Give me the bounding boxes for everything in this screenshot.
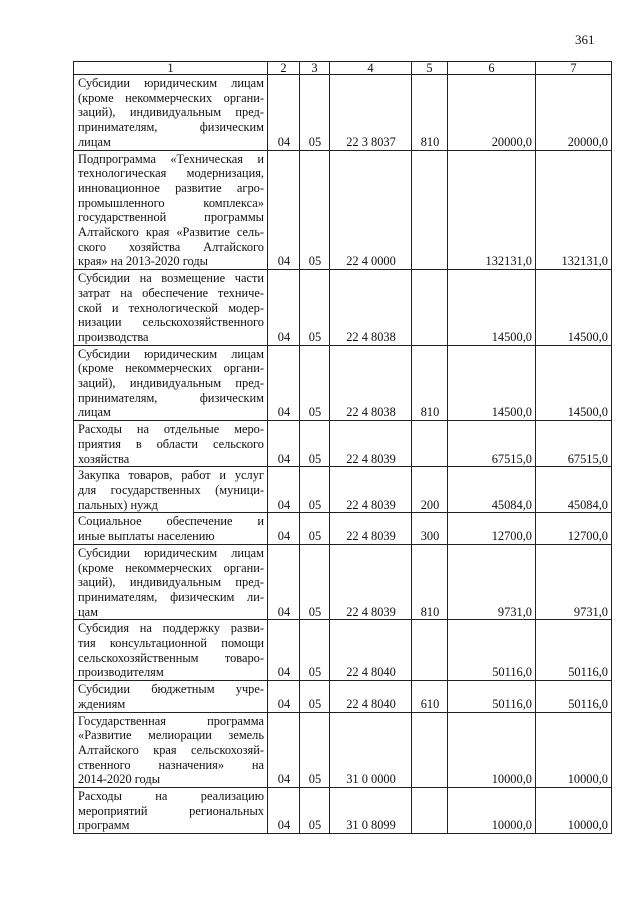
column-header: 7	[536, 62, 612, 75]
cell-col-5: 610	[412, 681, 448, 712]
row-name-line: Субсидии юридическим лицам	[78, 545, 264, 560]
row-name-line: иные выплаты населению	[78, 529, 215, 544]
cell-col-6: 50116,0	[448, 681, 536, 712]
cell-col-5	[412, 788, 448, 834]
row-name-line: промышленного комплекса»	[78, 195, 264, 210]
row-name-line: Алтайского края сельскохозяй-	[78, 742, 264, 757]
table-row	[74, 620, 612, 681]
cell-col-2: 04	[268, 513, 300, 544]
row-name-line: принимателям, физическим ли-	[78, 589, 264, 604]
cell-col-4: 22 4 0000	[330, 150, 412, 270]
row-name-line: приятия в области сельского	[78, 436, 264, 451]
row-name-line: производства	[78, 329, 149, 344]
cell-col-5	[412, 421, 448, 467]
row-name-line: хозяйства	[78, 451, 130, 466]
cell-col-7: 45084,0	[536, 467, 612, 513]
cell-col-4: 22 4 8038	[330, 270, 412, 346]
cell-col-6: 10000,0	[448, 788, 536, 834]
row-name-line: (кроме некоммерческих органи-	[78, 361, 264, 376]
row-name-line: принимателям, физическим	[78, 390, 264, 405]
row-name-line: технологическая модернизация,	[78, 166, 264, 181]
table-header-row	[74, 62, 612, 75]
table-row	[74, 681, 612, 712]
row-name-cell	[74, 544, 268, 620]
table-row	[74, 345, 612, 421]
cell-col-7: 14500,0	[536, 270, 612, 346]
row-name-line: заций), индивидуальным пред-	[78, 105, 264, 120]
cell-col-3: 05	[300, 544, 330, 620]
row-name-line: Социальное обеспечение и	[78, 514, 264, 529]
column-header: 4	[330, 62, 412, 75]
cell-col-6: 9731,0	[448, 544, 536, 620]
row-name-cell	[74, 150, 268, 270]
row-name-line: производителям	[78, 665, 164, 680]
row-name-line: Алтайского края «Развитие сель-	[78, 225, 264, 240]
cell-col-7: 132131,0	[536, 150, 612, 270]
cell-col-4: 22 4 8039	[330, 421, 412, 467]
cell-col-6: 20000,0	[448, 75, 536, 151]
cell-col-5	[412, 620, 448, 681]
table-row	[74, 421, 612, 467]
cell-col-4: 22 4 8040	[330, 681, 412, 712]
row-name-line: заций), индивидуальным пред-	[78, 376, 264, 391]
row-name-line: Закупка товаров, работ и услуг	[78, 468, 264, 483]
cell-col-5: 810	[412, 75, 448, 151]
cell-col-6: 67515,0	[448, 421, 536, 467]
row-name-line: низации сельскохозяйственного	[78, 315, 264, 330]
row-name-line: ждениям	[78, 696, 126, 711]
row-name-line: программ	[78, 818, 130, 833]
row-name-line: Государственная программа	[78, 713, 264, 728]
row-name-line: ского хозяйства Алтайского	[78, 239, 264, 254]
cell-col-3: 05	[300, 75, 330, 151]
cell-col-2: 04	[268, 150, 300, 270]
row-name-line: мероприятий региональных	[78, 803, 264, 818]
cell-col-5: 810	[412, 345, 448, 421]
table-row	[74, 467, 612, 513]
cell-col-5	[412, 270, 448, 346]
row-name-cell	[74, 345, 268, 421]
cell-col-6: 14500,0	[448, 345, 536, 421]
cell-col-4: 22 4 8038	[330, 345, 412, 421]
cell-col-3: 05	[300, 345, 330, 421]
cell-col-4: 22 3 8037	[330, 75, 412, 151]
row-name-line: тия консультационной помощи	[78, 636, 264, 651]
column-header: 2	[268, 62, 300, 75]
cell-col-7: 67515,0	[536, 421, 612, 467]
cell-col-6: 132131,0	[448, 150, 536, 270]
page-number: 361	[575, 32, 595, 47]
cell-col-2: 04	[268, 421, 300, 467]
row-name-line: лицам	[78, 134, 111, 149]
cell-col-2: 04	[268, 270, 300, 346]
row-name-line: Субсидии на возмещение части	[78, 271, 264, 286]
table-row	[74, 270, 612, 346]
row-name-line: Подпрограмма «Техническая и	[78, 151, 264, 166]
row-name-line: инновационное развитие агро-	[78, 180, 264, 195]
cell-col-2: 04	[268, 467, 300, 513]
cell-col-4: 31 0 0000	[330, 712, 412, 788]
row-name-line: затрат на обеспечение техниче-	[78, 285, 264, 300]
row-name-line: «Развитие мелиорации земель	[78, 728, 264, 743]
cell-col-7: 20000,0	[536, 75, 612, 151]
table-row	[74, 544, 612, 620]
row-name-line: принимателям, физическим	[78, 120, 264, 135]
cell-col-7: 10000,0	[536, 712, 612, 788]
cell-col-2: 04	[268, 712, 300, 788]
cell-col-2: 04	[268, 75, 300, 151]
cell-col-3: 05	[300, 712, 330, 788]
cell-col-7: 50116,0	[536, 620, 612, 681]
row-name-cell	[74, 788, 268, 834]
table-row	[74, 150, 612, 270]
cell-col-7: 10000,0	[536, 788, 612, 834]
row-name-line: цам	[78, 604, 98, 619]
cell-col-4: 22 4 8039	[330, 544, 412, 620]
column-header: 3	[300, 62, 330, 75]
cell-col-6: 45084,0	[448, 467, 536, 513]
row-name-cell	[74, 712, 268, 788]
cell-col-4: 22 4 8039	[330, 467, 412, 513]
row-name-line: (кроме некоммерческих органи-	[78, 90, 264, 105]
cell-col-2: 04	[268, 681, 300, 712]
cell-col-7: 50116,0	[536, 681, 612, 712]
row-name-line: (кроме некоммерческих органи-	[78, 560, 264, 575]
cell-col-5	[412, 712, 448, 788]
row-name-line: Субсидия на поддержку разви-	[78, 621, 264, 636]
budget-table	[73, 61, 612, 834]
column-header: 1	[74, 62, 268, 75]
cell-col-3: 05	[300, 421, 330, 467]
table-row	[74, 788, 612, 834]
cell-col-7: 14500,0	[536, 345, 612, 421]
row-name-line: ской и технологической модер-	[78, 300, 264, 315]
row-name-line: Субсидии юридическим лицам	[78, 346, 264, 361]
row-name-line: заций), индивидуальным пред-	[78, 575, 264, 590]
cell-col-6: 14500,0	[448, 270, 536, 346]
cell-col-5: 200	[412, 467, 448, 513]
row-name-cell	[74, 270, 268, 346]
column-header: 5	[412, 62, 448, 75]
table-row	[74, 75, 612, 151]
cell-col-2: 04	[268, 620, 300, 681]
row-name-line: сельскохозяйственным товаро-	[78, 650, 264, 665]
cell-col-6: 12700,0	[448, 513, 536, 544]
table-row	[74, 712, 612, 788]
row-name-line: Расходы на отдельные меро-	[78, 422, 264, 437]
row-name-cell	[74, 75, 268, 151]
row-name-line: Расходы на реализацию	[78, 789, 264, 804]
cell-col-3: 05	[300, 270, 330, 346]
cell-col-2: 04	[268, 544, 300, 620]
cell-col-5: 810	[412, 544, 448, 620]
table-row	[74, 513, 612, 544]
cell-col-5: 300	[412, 513, 448, 544]
cell-col-4: 31 0 8099	[330, 788, 412, 834]
cell-col-5	[412, 150, 448, 270]
cell-col-7: 9731,0	[536, 544, 612, 620]
cell-col-3: 05	[300, 150, 330, 270]
row-name-line: Субсидии юридическим лицам	[78, 76, 264, 90]
cell-col-3: 05	[300, 620, 330, 681]
row-name-cell	[74, 421, 268, 467]
row-name-cell	[74, 681, 268, 712]
row-name-line: для государственных (муници-	[78, 482, 264, 497]
row-name-line: Субсидии бюджетным учре-	[78, 682, 264, 697]
cell-col-3: 05	[300, 513, 330, 544]
row-name-line: края» на 2013-2020 годы	[78, 254, 208, 269]
cell-col-4: 22 4 8039	[330, 513, 412, 544]
cell-col-3: 05	[300, 467, 330, 513]
cell-col-4: 22 4 8040	[330, 620, 412, 681]
cell-col-2: 04	[268, 345, 300, 421]
row-name-line: государственной программы	[78, 210, 264, 225]
cell-col-7: 12700,0	[536, 513, 612, 544]
column-header: 6	[448, 62, 536, 75]
cell-col-6: 50116,0	[448, 620, 536, 681]
row-name-line: ственного назначения» на	[78, 757, 264, 772]
row-name-cell	[74, 513, 268, 544]
cell-col-6: 10000,0	[448, 712, 536, 788]
cell-col-3: 05	[300, 788, 330, 834]
row-name-line: 2014-2020 годы	[78, 772, 161, 787]
row-name-cell	[74, 620, 268, 681]
row-name-cell	[74, 467, 268, 513]
cell-col-2: 04	[268, 788, 300, 834]
cell-col-3: 05	[300, 681, 330, 712]
row-name-line: пальных) нужд	[78, 497, 158, 512]
row-name-line: лицам	[78, 405, 111, 420]
